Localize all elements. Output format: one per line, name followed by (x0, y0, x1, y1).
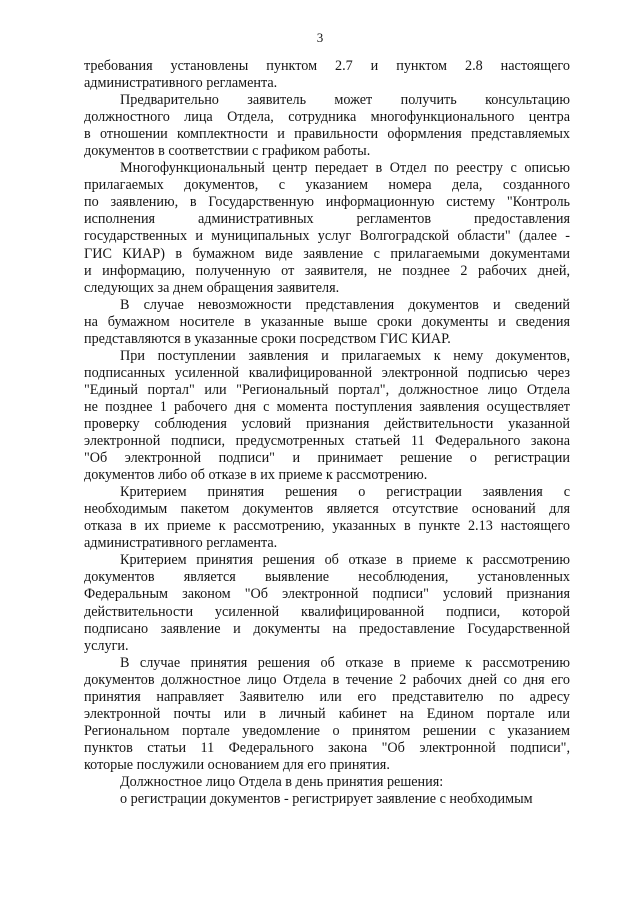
page-number: 3 (316, 30, 324, 45)
text-line: по заявлению, в Государственную информационную систему "Контроль (84, 194, 570, 211)
text-line: представляются в указанные сроки посредством ГИС КИАР. (84, 330, 451, 347)
text-line: административного регламента. (84, 535, 278, 552)
text-line: и информацию, полученную от заявителя, не позднее 2 рабочих дней, (84, 262, 570, 279)
text-line: требования установлены пунктом 2.7 и пунктом 2.8 настоящего (84, 58, 570, 74)
text-line: пунктов статьи 11 Федерального закона "Об электронной подписи", (84, 739, 570, 756)
text-line: При поступлении заявления и прилагаемых к нему документов, (120, 347, 570, 364)
text-line: электронной почты или в личный кабинет на Едином портале или (84, 705, 570, 722)
text-line: проверку соблюдения условий признания действительности указанной (84, 415, 570, 432)
text-line: Предварительно заявитель может получить консультацию (120, 92, 570, 109)
text-line: о регистрации документов - регистрирует заявление с необходимым (120, 791, 533, 808)
text-line: Федеральным законом "Об электронной подписи" условий признания (84, 586, 570, 603)
paragraph (84, 58, 570, 92)
text-line: на бумажном носителе в указанные выше сроки документы и сведения (84, 313, 570, 330)
paragraph (84, 348, 570, 484)
text-line: ГИС КИАР) в бумажном виде заявление с прилагаемыми документами (84, 245, 570, 262)
text-line: необходимым пакетом документов является отсутствие оснований для (84, 501, 570, 518)
text-line: Критерием принятия решения об отказе в приеме к рассмотрению (120, 552, 570, 569)
paragraph (84, 160, 570, 296)
paragraph (84, 655, 570, 774)
text-line: которые послужили основанием для его принятия. (84, 756, 390, 773)
paragraph (84, 774, 570, 791)
paragraph (84, 552, 570, 654)
text-line: услуги. (84, 637, 129, 654)
text-line: документов должностное лицо Отдела в течение 2 рабочих дней со дня его (84, 671, 570, 688)
text-line: документов является выявление несоблюдения, установленных (84, 569, 570, 586)
paragraph (84, 791, 570, 808)
document-body (84, 58, 570, 808)
text-line: Должностное лицо Отдела в день принятия решения: (120, 773, 444, 790)
text-line: следующих за днем обращения заявителя. (84, 279, 340, 296)
text-line: принятия направляет Заявителю или его представителю по адресу (84, 688, 570, 705)
paragraph (84, 297, 570, 348)
text-line: подписанных усиленной квалифицированной электронной подписью через (84, 364, 570, 381)
paragraph (84, 92, 570, 160)
text-line: в отношении комплектности и правильности оформления представляемых (84, 126, 570, 143)
text-line: отказа в их приеме к рассмотрению, указанных в пункте 2.13 настоящего (84, 518, 570, 535)
paragraph (84, 484, 570, 552)
text-line: "Об электронной подписи" и принимает решение о регистрации (84, 450, 570, 467)
text-line: электронной подписи, предусмотренных статьей 11 Федерального закона (84, 433, 570, 450)
text-line: документов в соответствии с графиком работы. (84, 143, 371, 160)
text-line: не позднее 1 рабочего дня с момента поступления заявления осуществляет (84, 398, 570, 415)
text-line: государственных и муниципальных услуг Волгоградской области" (далее - (84, 228, 570, 245)
text-line: Региональном портале уведомление о принятом решении с указанием (84, 722, 570, 739)
text-line: административного регламента. (84, 75, 278, 92)
text-line: "Единый портал" или "Региональный портал", должностное лицо Отдела (84, 381, 570, 398)
text-line: действительности усиленной квалифицированной подписи, которой (84, 603, 570, 620)
text-line: Критерием принятия решения о регистрации заявления с (120, 484, 570, 501)
text-line: Многофункциональный центр передает в Отдел по реестру с описью (120, 160, 570, 177)
text-line: подписано заявление и документы на предоставление Государственной (84, 620, 570, 637)
text-line: исполнения административных регламентов предоставления (84, 211, 570, 228)
text-line: В случае принятия решения об отказе в приеме к рассмотрению (120, 654, 570, 671)
text-line: документов либо об отказе в их приеме к рассмотрению. (84, 467, 428, 484)
text-line: прилагаемых документов, с указанием номера дела, созданного (84, 177, 570, 194)
text-line: должностного лица Отдела, сотрудника многофункционального центра (84, 109, 570, 126)
text-line: В случае невозможности представления документов и сведений (120, 296, 570, 313)
